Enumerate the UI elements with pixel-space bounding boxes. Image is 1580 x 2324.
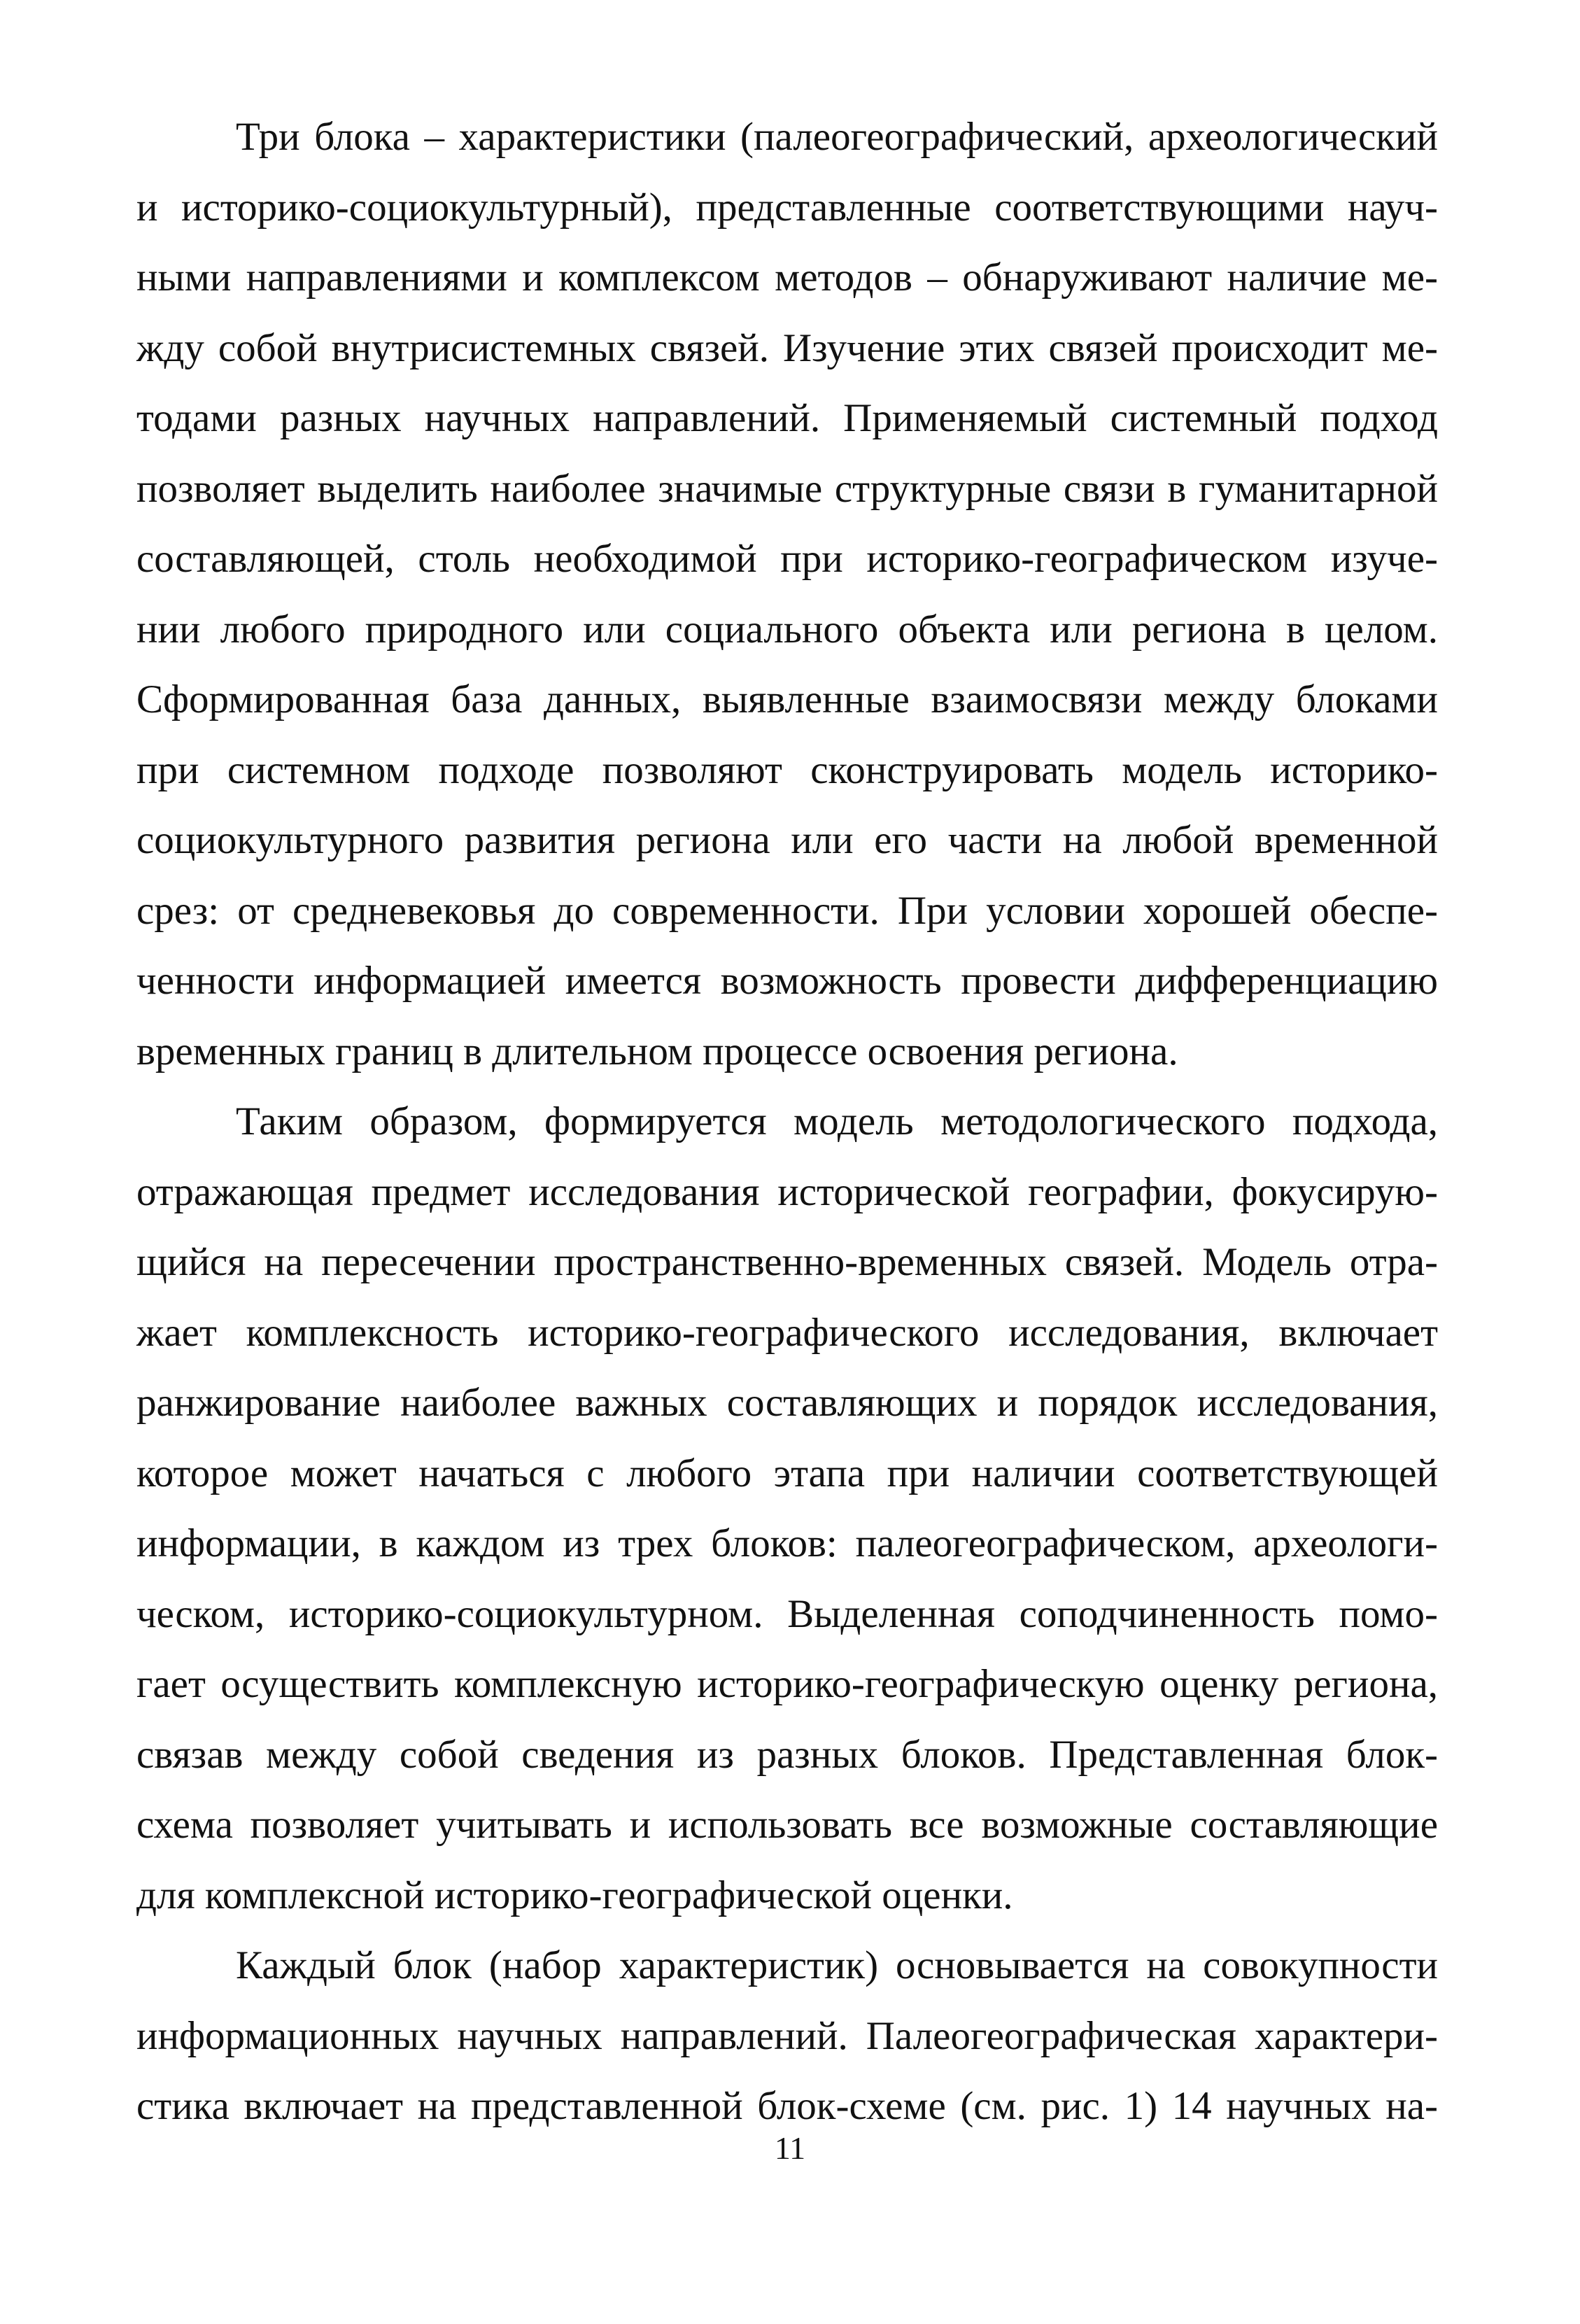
text-line: составляющей, столь необходимой при историко-географическом изуче- [136, 537, 1438, 581]
text-line: отражающая предмет исследования исторической географии, фокусирую- [136, 1169, 1438, 1214]
text-line: социокультурного развития региона или его части на любой временной [136, 818, 1438, 862]
text-line: щийся на пересечении пространственно-временных связей. Модель отра- [136, 1240, 1438, 1284]
text-line: которое может начаться с любого этапа при наличии соответствующей [136, 1451, 1438, 1495]
paragraph-1 [136, 102, 1438, 1087]
text-line: ными направлениями и комплексом методов – обнаруживают наличие ме- [136, 255, 1438, 300]
text-line: Таким образом, формируется модель методологического подхода, [236, 1099, 1438, 1143]
text-line: позволяет выделить наиболее значимые структурные связи в гуманитарной [136, 466, 1438, 511]
text-line: жает комплексность историко-географического исследования, включает [136, 1310, 1438, 1355]
paragraph-3 [136, 1931, 1438, 2142]
body-text [136, 102, 1438, 2142]
page-number: 11 [774, 2130, 806, 2166]
paragraph-2 [136, 1087, 1438, 1931]
text-line: срез: от средневековья до современности. При условии хорошей обеспе- [136, 888, 1438, 933]
text-line: стика включает на представленной блок-схеме (см. рис. 1) 14 научных на- [136, 2084, 1438, 2128]
text-line: при системном подходе позволяют сконструировать модель историко- [136, 747, 1438, 792]
text-line: для комплексной историко-географической оценки. [136, 1873, 1013, 1917]
text-line: Каждый блок (набор характеристик) основывается на совокупности [236, 1943, 1438, 1987]
text-line: схема позволяет учитывать и использовать все возможные составляющие [136, 1803, 1438, 1847]
text-line: ранжирование наиболее важных составляющих и порядок исследования, [136, 1381, 1438, 1425]
text-line: Сформированная база данных, выявленные взаимосвязи между блоками [136, 677, 1438, 721]
text-line: и историко-социокультурный), представленные соответствующими науч- [136, 185, 1438, 230]
text-line: тодами разных научных направлений. Применяемый системный подход [136, 396, 1438, 440]
text-line: информации, в каждом из трех блоков: палеогеографическом, археологи- [136, 1521, 1438, 1565]
text-line: жду собой внутрисистемных связей. Изучение этих связей происходит ме- [136, 325, 1438, 370]
text-line: связав между собой сведения из разных блоков. Представленная блок- [136, 1732, 1438, 1777]
text-line: ческом, историко-социокультурном. Выделенная соподчиненность помо- [136, 1591, 1438, 1636]
text-line: ченности информацией имеется возможность провести дифференциацию [136, 959, 1438, 1003]
text-line: Три блока – характеристики (палеогеографический, археологический [236, 115, 1438, 159]
text-line: гает осуществить комплексную историко-географическую оценку региона, [136, 1662, 1438, 1706]
text-line: информационных научных направлений. Палеогеографическая характери- [136, 2013, 1438, 2058]
text-line: временных границ в длительном процессе освоения региона. [136, 1029, 1178, 1073]
text-line: нии любого природного или социального объекта или региона в целом. [136, 607, 1438, 652]
